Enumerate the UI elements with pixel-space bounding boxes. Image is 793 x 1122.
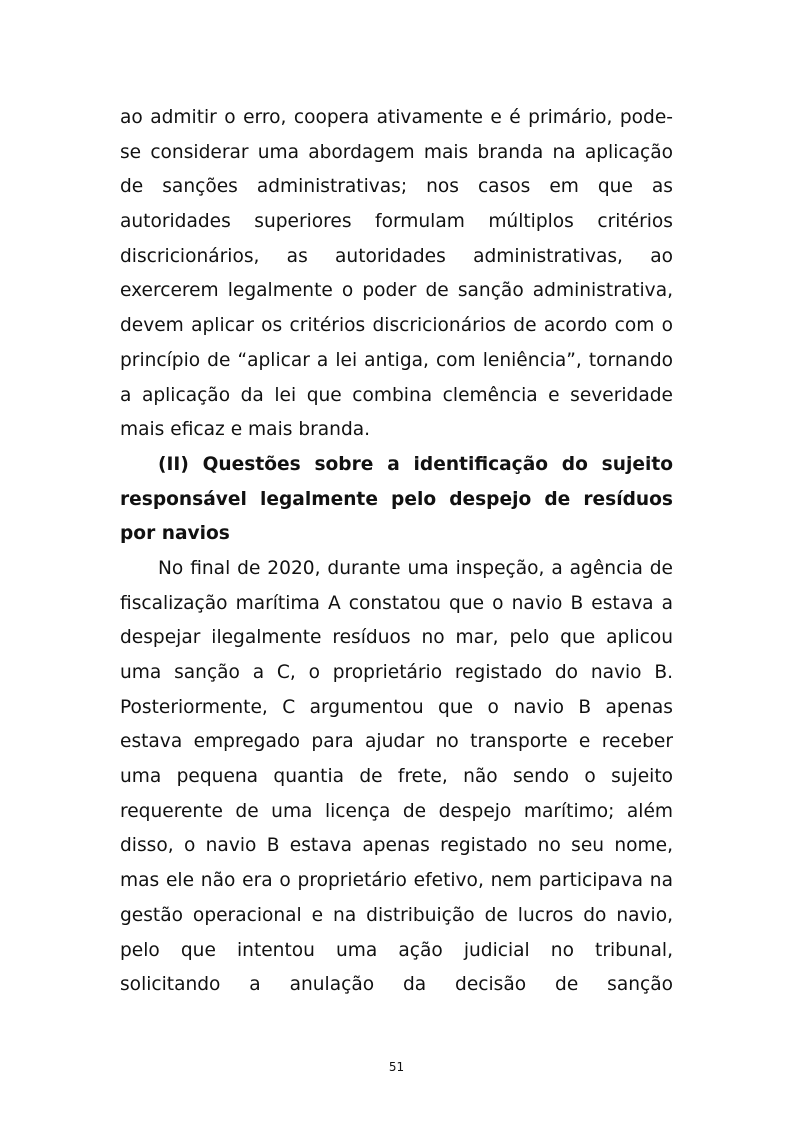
text-line: estava empregado para ajudar no transporte e receber bbox=[120, 731, 673, 753]
text-line: discricionários, as autoridades administrativas, ao bbox=[120, 245, 673, 267]
heading-line: por navios bbox=[120, 523, 230, 545]
text-line: uma sanção a C, o proprietário registado do navio B. bbox=[120, 662, 673, 683]
document-body bbox=[120, 101, 673, 1003]
text-line: requerente de uma licença de despejo marítimo; além bbox=[120, 800, 673, 822]
heading-line: (II) Questões sobre a identificação do sujeito bbox=[158, 453, 673, 475]
text-line: se considerar uma abordagem mais branda na aplicação bbox=[120, 141, 673, 163]
heading-line: responsável legalmente pelo despejo de resíduos bbox=[120, 488, 673, 510]
text-line: disso, o navio B estava apenas registado no seu nome, bbox=[120, 835, 673, 857]
text-line: uma pequena quantia de frete, não sendo o sujeito bbox=[120, 766, 673, 788]
text-line: despejar ilegalmente resíduos no mar, pelo que aplicou bbox=[120, 627, 673, 649]
text-line: exercerem legalmente o poder de sanção administrativa, bbox=[120, 280, 673, 302]
paragraph-1 bbox=[120, 101, 673, 448]
text-line: Posteriormente, C argumentou que o navio B apenas bbox=[120, 696, 673, 718]
page-number: 51 bbox=[388, 1060, 405, 1074]
text-line: devem aplicar os critérios discricionários de acordo com o bbox=[120, 315, 673, 337]
text-line: mas ele não era o proprietário efetivo, nem participava na bbox=[120, 870, 673, 892]
text-line: ao admitir o erro, coopera ativamente e é primário, pode- bbox=[120, 107, 673, 128]
paragraph-2 bbox=[120, 552, 673, 1003]
text-line: solicitando a anulação da decisão de sanção bbox=[120, 974, 673, 996]
text-line: pelo que intentou uma ação judicial no tribunal, bbox=[120, 939, 673, 961]
text-line: autoridades superiores formulam múltiplos critérios bbox=[120, 211, 673, 233]
text-line: gestão operacional e na distribuição de lucros do navio, bbox=[120, 904, 673, 926]
section-heading bbox=[120, 448, 673, 552]
text-line: fiscalização marítima A constatou que o navio B estava a bbox=[120, 592, 673, 614]
text-line: No final de 2020, durante uma inspeção, a agência de bbox=[158, 557, 673, 579]
text-line: princípio de “aplicar a lei antiga, com leniência”, tornando bbox=[120, 349, 673, 371]
text-line: de sanções administrativas; nos casos em que as bbox=[120, 176, 673, 198]
text-line: mais eficaz e mais branda. bbox=[120, 419, 371, 441]
text-line: a aplicação da lei que combina clemência e severidade bbox=[120, 384, 673, 406]
